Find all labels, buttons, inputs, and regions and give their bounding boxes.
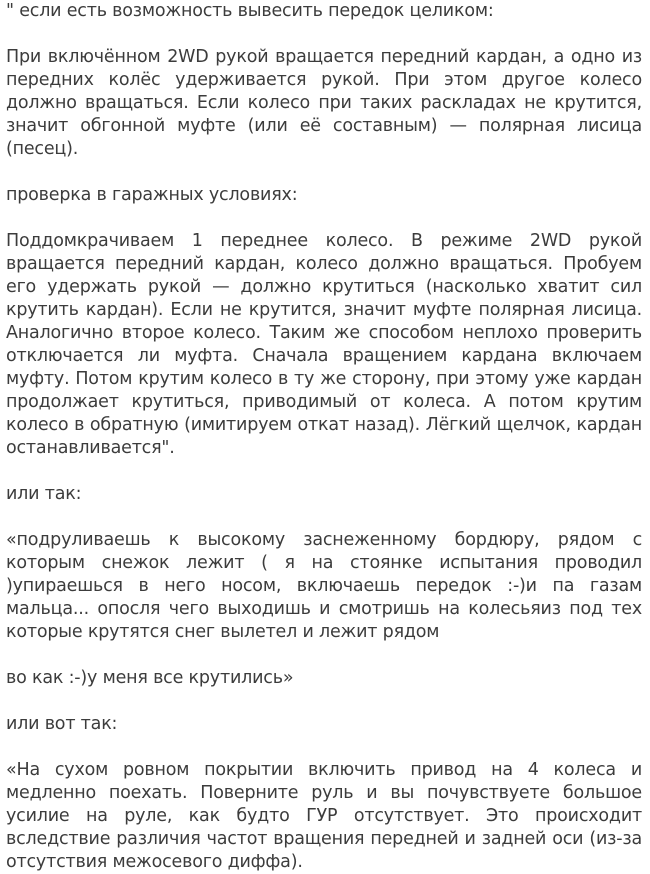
paragraph-dry-surface-test: «На сухом ровном покрытии включить привод на 4 колеса и медленно поехать. Поверните руль и вы почувствуете большое усилие на руле, как будто ГУР отсутствует. Это происходит вследствие различия частот вращения передней и задней оси (из-за отсутствия межосевого диффа).	[6, 760, 642, 872]
paragraph-2wd-check: При включённом 2WD рукой вращается передний кардан, а одно из передних колёс удерживается рукой. При этом другое колесо должно вращаться. Если колесо при таких раскладах не крутится, значит обгонной муфте (или её составным) — полярная лисица (песец).	[6, 47, 642, 159]
article-text	[6, 0, 642, 874]
paragraph-or-so: или так:	[6, 484, 82, 504]
paragraph-garage-check: Поддомкрачиваем 1 переднее колесо. В режиме 2WD рукой вращается передний кардан, колесо должно вращаться. Пробуем его удержать рукой — должно крутиться (насколько хватит сил крутить кардан). Если не крутится, значит муфте полярная лисица. Аналогично второе колесо. Таким же способом неплохо проверить отключается ли муфта. Сначала вращением кардана включаем муфту. Потом крутим колесо в ту же сторону, при этому уже кардан продолжает крутиться, приводимый от колеса. А потом крутим колесо в обратную (имитируем откат назад). Лёгкий щелчок, кардан останавливается".	[6, 231, 642, 458]
paragraph-garage-heading: проверка в гаражных условиях:	[6, 185, 298, 205]
paragraph-all-spun: во как :-)у меня все крутились»	[6, 668, 294, 688]
paragraph-curb-test: «подруливаешь к высокому заснеженному бордюру, рядом с которым снежок лежит ( я на стоянке испытания проводил )упираешься в него носом, включаешь передок :-)и па газам мальца... опосля чего выходишь и смотришь на колесьяиз под тех которые крутятся снег вылетел и лежит рядом	[6, 530, 642, 642]
paragraph-or-like-this: или вот так:	[6, 714, 118, 734]
paragraph-intro-lift: " если есть возможность вывесить передок целиком:	[6, 1, 494, 21]
